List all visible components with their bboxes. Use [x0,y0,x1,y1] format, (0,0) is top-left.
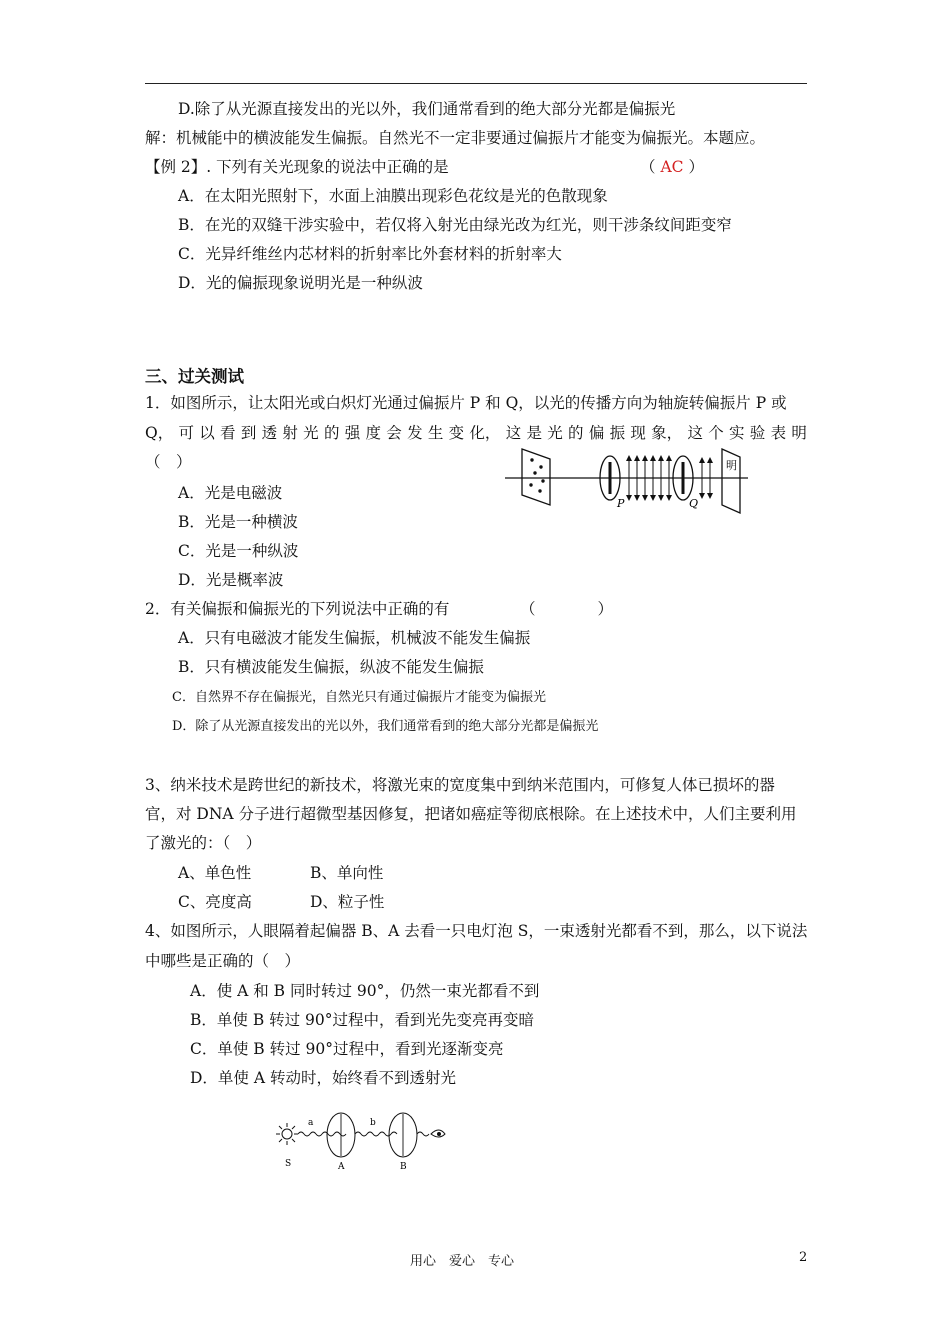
q1-line2-char: 化， [469,424,501,442]
q1-line2-char: 这 [687,424,703,442]
page-number: 2 [799,1250,808,1265]
q1-line2-char: 是 [526,424,542,442]
label-s: S [285,1159,292,1169]
q1-line2-char: 实 [729,424,745,442]
q1-line2-char: 生 [427,424,444,442]
q4-line1: 4、如图所示，人眼隔着起偏器 B、A 去看一只电灯泡 S，一束透射光都看不到，那么，以下说法 [145,922,808,940]
q4-option-c: C．单使 B 转过 90°过程中，看到光逐渐变亮 [190,1040,504,1058]
q1-line2-char: 偏 [588,424,605,442]
q1-line2-char: 到 [240,424,257,442]
q1-line2-char: 验 [749,424,766,442]
q2-option-b: B．只有横波能发生偏振，纵波不能发生偏振 [178,658,484,676]
example2-option-c: C．光异纤维丝内芯材料的折射率比外套材料的折射率大 [178,245,562,263]
q1-line2-char: 变 [448,424,465,442]
example2-answer-value: AC [660,158,684,176]
footer-motto: 用心 爱心 专心 [410,1254,515,1269]
example2-option-b: B．在光的双缝干涉实验中，若仅将入射光由绿光改为红光，则干涉条纹间距变窄 [178,216,732,234]
q3-line2: 官，对 DNA 分子进行超微型基因修复，把诸如癌症等彻底根除。在上述技术中，人们主要利用 [145,805,797,823]
q1-option-a: A．光是电磁波 [178,484,283,502]
q1-line2 [145,423,807,443]
q1-line2-char: 会 [386,424,402,442]
example2-question: 【例 2】. 下列有关光现象的说法中正确的是 [145,158,449,176]
q1-line2-char: 光 [547,424,563,442]
q1-line2-char: 象， [651,424,683,442]
q1-line2-char: 这 [505,424,522,442]
q3-line1: 3、纳米技术是跨世纪的新技术，将激光束的宽度集中到纳米范围内，可修复人体已损坏的器 [145,776,775,794]
q1-line2-char: 透 [261,424,278,442]
q1-line2-char: 可 [178,424,194,442]
q1-line2-char: 的 [568,424,584,442]
eye-icon [431,1130,445,1137]
example2-option-d: D．光的偏振现象说明光是一种纵波 [178,274,423,292]
q4-option-b: B．单使 B 转过 90°过程中，看到光先变亮再变暗 [190,1011,535,1029]
label-p: P [617,497,625,510]
header-rule [145,83,807,84]
q1-line2-char: 振 [609,424,626,442]
q1-line2-char: 明 [791,424,807,442]
section-title: 三、过关测试 [145,367,244,386]
q1-line2-char: 现 [630,424,646,442]
label-a: A [338,1162,345,1172]
q1-line2-char: 以 [199,424,215,442]
q4-polarizer-figure [268,1110,458,1180]
q2-option-d: D．除了从光源直接发出的光以外，我们通常看到的绝大部分光都是偏振光 [172,719,599,734]
q3-option-c: C、亮度高 [178,893,252,911]
q1-line2-char: 的 [323,424,340,442]
q4-option-d: D．单使 A 转动时，始终看不到透射光 [190,1069,456,1087]
q2-option-c: C．自然界不存在偏振光，自然光只有通过偏振片才能变为偏振光 [172,690,546,705]
q1-line2-char: 射 [282,424,298,442]
q1-option-b: B．光是一种横波 [178,513,298,531]
label-a-wave: a [308,1118,314,1128]
q1-line2-char: 发 [407,424,423,442]
q1-line1: 1．如图所示，让太阳光或白炽灯光通过偏振片 P 和 Q，以光的传播方向为轴旋转偏振片 P 或 [145,394,787,412]
q2-option-a: A．只有电磁波才能发生偏振，机械波不能发生偏振 [178,629,531,647]
q2-question: 2．有关偏振和偏振光的下列说法中正确的有 [145,600,450,618]
solution-text: 解：机械能中的横波能发生偏振。自然光不一定非要通过偏振片才能变为偏振光。本题应。 [145,129,766,147]
q4-line2: 中哪些是正确的（ ） [145,952,301,970]
example2-answer-close: ） [688,158,704,176]
label-screen: 明 [726,459,737,472]
example2-answer [640,157,704,177]
q1-bracket: （ ） [145,453,192,471]
example2-answer-open: （ [640,158,656,176]
q1-polarizer-figure [500,443,760,523]
q1-line2-char: Q， [145,424,174,442]
q1-line2-char: 看 [220,424,236,442]
q1-option-d: D．光是概率波 [178,571,284,589]
q4-option-a: A．使 A 和 B 同时转过 90°，仍然一束光都看不到 [190,982,540,1000]
q3-line3: 了激光的：（ ） [145,834,262,852]
q2-bracket: （ ） [520,600,614,618]
example2-option-a: A．在太阳光照射下，水面上油膜出现彩色花纹是光的色散现象 [178,187,608,205]
q1-line2-char: 表 [770,424,787,442]
label-b: B [400,1162,407,1172]
label-q: Q [689,497,699,510]
q1-line2-char: 度 [365,424,382,442]
q3-option-d: D、粒子性 [310,893,385,911]
q3-option-b: B、单向性 [310,864,384,882]
q1-line2-char: 个 [708,424,724,442]
label-b-wave: b [370,1118,376,1128]
q3-option-a: A、单色性 [178,864,252,882]
option-d-continued: D.除了从光源直接发出的光以外，我们通常看到的绝大部分光都是偏振光 [178,100,676,118]
q1-line2-char: 光 [303,424,319,442]
q1-line2-char: 强 [344,424,361,442]
q1-option-c: C．光是一种纵波 [178,542,299,560]
